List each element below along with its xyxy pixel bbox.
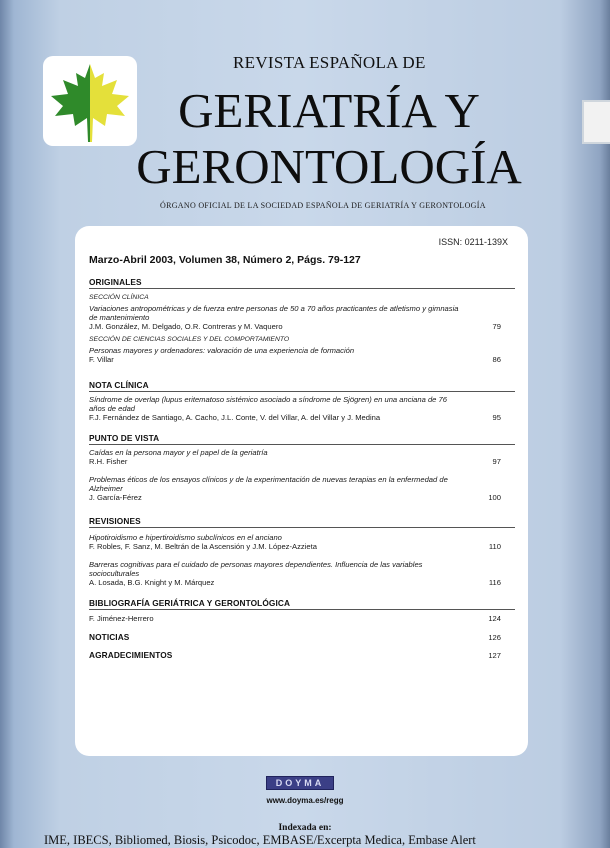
section-heading: ORIGINALES bbox=[89, 277, 515, 289]
issn-label: ISSN: 0211-139X bbox=[438, 237, 508, 247]
entry-authors: F. Jiménez-Herrero bbox=[89, 614, 154, 623]
entry-page: 97 bbox=[492, 457, 501, 466]
entry-page: 124 bbox=[488, 614, 501, 623]
subsection-heading: SECCIÓN CLÍNICA bbox=[89, 294, 149, 301]
entry-page: 127 bbox=[488, 651, 501, 660]
section-originales bbox=[89, 277, 515, 364]
toc-entry[interactable] bbox=[89, 304, 515, 331]
binding-tab bbox=[582, 100, 610, 144]
entry-page: 79 bbox=[492, 322, 501, 331]
issue-line: Marzo-Abril 2003, Volumen 38, Número 2, Págs. 79-127 bbox=[89, 254, 361, 266]
toc-entry[interactable] bbox=[89, 560, 515, 587]
journal-kicker: REVISTA ESPAÑOLA DE bbox=[233, 53, 426, 72]
entry-authors: F. Villar bbox=[89, 355, 114, 364]
entry-page: 100 bbox=[488, 493, 501, 502]
toc-entry[interactable] bbox=[89, 533, 515, 551]
indexed-label: Indexada en: bbox=[278, 823, 332, 833]
entry-authors: J.M. González, M. Delgado, O.R. Contreras y M. Vaquero bbox=[89, 322, 283, 331]
section-heading: BIBLIOGRAFÍA GERIÁTRICA Y GERONTOLÓGICA bbox=[89, 598, 515, 610]
publisher-url[interactable]: www.doyma.es/regg bbox=[266, 796, 344, 805]
section-heading: NOTA CLÍNICA bbox=[89, 380, 515, 392]
entry-title: Problemas éticos de los ensayos clínicos y de la experimentación de nuevas terapias en la enfermedad de Alzheimer bbox=[89, 475, 448, 493]
entry-title: Variaciones antropométricas y de fuerza entre personas de 50 a 70 años practicantes de atletismo y gimnasia de mantenimiento bbox=[89, 304, 459, 322]
journal-title-line1: GERIATRÍA Y bbox=[178, 83, 480, 138]
entry-title: Personas mayores y ordenadores: valoración de una experiencia de formación bbox=[89, 346, 355, 355]
entry-page: 110 bbox=[488, 542, 501, 551]
entry-title: Síndrome de overlap (lupus eritematoso sistémico asociado a síndrome de Sjögren) en una anciana de 76 años de edad bbox=[89, 395, 447, 413]
section-heading: NOTICIAS bbox=[89, 632, 130, 642]
entry-title: Barreras cognitivas para el cuidado de personas mayores dependientes. Influencia de las variables socioculturales bbox=[89, 560, 423, 578]
section-heading: AGRADECIMIENTOS bbox=[89, 650, 173, 660]
journal-title-line2: GERONTOLOGÍA bbox=[136, 139, 522, 194]
journal-subtitle: ÓRGANO OFICIAL DE LA SOCIEDAD ESPAÑOLA DE GERIATRÍA Y GERONTOLOGÍA bbox=[160, 201, 486, 210]
entry-authors: F.J. Fernández de Santiago, A. Cacho, J.L. Conte, V. del Villar, A. del Villar y J. Medina bbox=[89, 413, 381, 422]
indexed-list: IME, IBECS, Bibliomed, Biosis, Psicodoc, EMBASE/Excerpta Medica, Embase Alert bbox=[44, 833, 476, 847]
entry-title: Hipotiroidismo e hipertiroidismo subclínicos en el anciano bbox=[89, 533, 282, 542]
toc-entry[interactable] bbox=[89, 395, 515, 422]
section-heading: REVISIONES bbox=[89, 516, 515, 528]
entry-title: Caídas en la persona mayor y el papel de la geriatría bbox=[89, 448, 268, 457]
entry-page: 95 bbox=[492, 413, 501, 422]
entry-authors: A. Losada, B.G. Knight y M. Márquez bbox=[89, 578, 215, 587]
entry-authors: F. Robles, F. Sanz, M. Beltrán de la Ascensión y J.M. López-Azzieta bbox=[89, 542, 317, 551]
entry-page: 116 bbox=[488, 578, 501, 587]
section-nota-clinica bbox=[89, 380, 515, 422]
entry-authors: J. García-Férez bbox=[89, 493, 142, 502]
toc-entry[interactable] bbox=[89, 448, 515, 466]
section-noticias[interactable] bbox=[89, 632, 515, 643]
entry-page: 86 bbox=[492, 355, 501, 364]
toc-entry[interactable] bbox=[89, 614, 515, 623]
section-agradecimientos[interactable] bbox=[89, 650, 515, 661]
entry-authors: R.H. Fisher bbox=[89, 457, 128, 466]
toc-entry[interactable] bbox=[89, 346, 515, 364]
section-revisiones bbox=[89, 516, 515, 587]
section-heading: PUNTO DE VISTA bbox=[89, 433, 515, 445]
section-bibliografia bbox=[89, 598, 515, 623]
toc-entry[interactable] bbox=[89, 475, 515, 502]
entry-page: 126 bbox=[488, 633, 501, 642]
toc-card bbox=[75, 226, 528, 756]
section-punto-de-vista bbox=[89, 433, 515, 502]
publisher-logo: DOYMA bbox=[266, 776, 334, 790]
subsection-heading: SECCIÓN DE CIENCIAS SOCIALES Y DEL COMPORTAMIENTO bbox=[89, 336, 290, 343]
